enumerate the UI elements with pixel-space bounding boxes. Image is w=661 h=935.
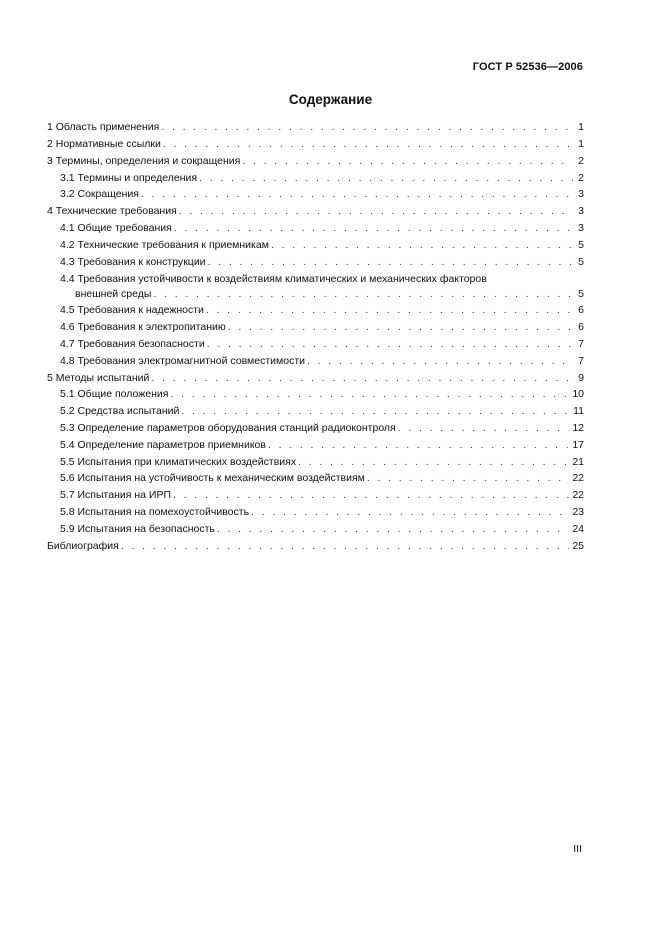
toc-entry-text: 4.8 Требования электромагнитной совместимости bbox=[60, 354, 306, 367]
toc-entry-page: 21 bbox=[572, 455, 584, 468]
toc-entry-page: 24 bbox=[572, 522, 584, 535]
toc-entry[interactable] bbox=[47, 153, 584, 170]
leader-dots bbox=[153, 287, 573, 302]
leader-dots bbox=[141, 186, 573, 203]
toc-entry[interactable] bbox=[47, 136, 584, 153]
leader-dots bbox=[298, 454, 569, 471]
toc-entry[interactable] bbox=[47, 420, 584, 437]
leader-dots bbox=[174, 220, 573, 237]
toc-entry[interactable] bbox=[47, 521, 584, 538]
leader-dots bbox=[208, 254, 573, 271]
toc-entry[interactable] bbox=[47, 386, 584, 403]
toc-entry-page: 25 bbox=[572, 539, 584, 552]
toc-entry-page: 5 bbox=[578, 238, 584, 251]
leader-dots bbox=[181, 403, 570, 420]
leader-dots bbox=[398, 420, 570, 437]
toc-entry-page: 2 bbox=[578, 171, 584, 184]
toc-entry[interactable] bbox=[47, 487, 584, 504]
toc-entry-text: 3 Термины, определения и сокращения bbox=[47, 154, 241, 167]
leader-dots bbox=[228, 319, 573, 336]
toc-entry-text: 5.1 Общие положения bbox=[60, 388, 169, 401]
leader-dots bbox=[207, 336, 573, 353]
leader-dots bbox=[170, 386, 569, 403]
toc-entry[interactable] bbox=[47, 537, 584, 554]
toc-entry-page: 5 bbox=[578, 255, 584, 268]
toc-entry-page: 12 bbox=[572, 422, 584, 435]
toc-entry-text: 4.5 Требования к надежности bbox=[60, 304, 204, 317]
toc-entry-text: 5.7 Испытания на ИРП bbox=[60, 489, 171, 502]
toc-entry-text: 1 Область применения bbox=[47, 121, 160, 134]
leader-dots bbox=[217, 521, 569, 538]
toc-entry-page: 9 bbox=[578, 371, 584, 384]
toc-entry-page: 1 bbox=[578, 121, 584, 134]
toc-entry[interactable] bbox=[47, 203, 584, 220]
toc-entry-text: 5.4 Определение параметров приемников bbox=[60, 438, 266, 451]
toc-entry-text: 5.8 Испытания на помехоустойчивость bbox=[60, 506, 250, 519]
toc-entry[interactable] bbox=[47, 169, 584, 186]
toc-entry-text: 4.6 Требования к электропитанию bbox=[60, 321, 226, 334]
leader-dots bbox=[307, 353, 573, 370]
toc-entry-text: 3.1 Термины и определения bbox=[60, 171, 198, 184]
toc-entry-page: 22 bbox=[572, 472, 584, 485]
leader-dots bbox=[367, 470, 569, 487]
leader-dots bbox=[161, 119, 573, 136]
toc-entry-page: 11 bbox=[573, 405, 584, 418]
toc-entry-text: 5.2 Средства испытаний bbox=[60, 405, 180, 418]
toc-entry-page: 7 bbox=[578, 354, 584, 367]
toc-entry-page: 23 bbox=[572, 506, 584, 519]
toc-entry[interactable] bbox=[47, 403, 584, 420]
toc-entry[interactable] bbox=[47, 453, 584, 470]
toc-entry[interactable] bbox=[47, 369, 584, 386]
leader-dots bbox=[242, 153, 573, 170]
toc-entry-page: 3 bbox=[578, 222, 584, 235]
toc-entry-text: 4 Технические требования bbox=[47, 205, 177, 218]
leader-dots bbox=[206, 302, 573, 319]
toc-entry[interactable] bbox=[47, 504, 584, 521]
toc-entry[interactable] bbox=[47, 319, 584, 336]
toc-entry[interactable] bbox=[47, 437, 584, 454]
toc-entry-text-cont: внешней среды bbox=[75, 288, 152, 301]
toc-entry-page: 17 bbox=[572, 438, 584, 451]
toc-entry-text: 4.7 Требования безопасности bbox=[60, 338, 205, 351]
toc-entry-text: 4.3 Требования к конструкции bbox=[60, 255, 206, 268]
leader-dots bbox=[163, 136, 573, 153]
document-code: ГОСТ Р 52536—2006 bbox=[472, 61, 583, 73]
toc-entry[interactable] bbox=[47, 353, 584, 370]
toc-entry-text: 5.5 Испытания при климатических воздействиях bbox=[60, 455, 297, 468]
toc-entry-page: 10 bbox=[572, 388, 584, 401]
toc-entry-page: 1 bbox=[578, 138, 584, 151]
toc-title: Содержание bbox=[288, 92, 373, 107]
leader-dots bbox=[251, 504, 569, 521]
toc-entry[interactable] bbox=[47, 470, 584, 487]
leader-dots bbox=[173, 487, 569, 504]
toc-entry-page: 3 bbox=[578, 205, 584, 218]
leader-dots bbox=[179, 203, 573, 220]
leader-dots bbox=[121, 538, 569, 555]
toc-entry-text: 4.1 Общие требования bbox=[60, 222, 172, 235]
leader-dots bbox=[151, 370, 573, 387]
toc-entry[interactable] bbox=[47, 302, 584, 319]
toc-entry-text: 5 Методы испытаний bbox=[47, 371, 150, 384]
toc-entry-page: 6 bbox=[578, 304, 584, 317]
toc-entry-text: Библиография bbox=[47, 539, 119, 552]
toc-entry-text: 5.9 Испытания на безопасность bbox=[60, 522, 215, 535]
toc-entry[interactable] bbox=[47, 253, 584, 270]
toc-entry-page: 3 bbox=[578, 188, 584, 201]
toc-entry-page: 2 bbox=[578, 154, 584, 167]
table-of-contents bbox=[47, 119, 584, 554]
toc-entry[interactable] bbox=[47, 270, 584, 302]
toc-entry[interactable] bbox=[47, 119, 584, 136]
toc-entry[interactable] bbox=[47, 336, 584, 353]
toc-entry[interactable] bbox=[47, 220, 584, 237]
toc-entry-page: 5 bbox=[578, 288, 584, 301]
toc-entry-text: 5.3 Определение параметров оборудования станций радиоконтроля bbox=[60, 422, 396, 435]
toc-entry-text: 5.6 Испытания на устойчивость к механическим воздействиям bbox=[60, 472, 365, 485]
leader-dots bbox=[268, 437, 569, 454]
toc-entry-text: 2 Нормативные ссылки bbox=[47, 138, 161, 151]
leader-dots bbox=[271, 237, 573, 254]
toc-entry[interactable] bbox=[47, 237, 584, 254]
page-number: III bbox=[573, 843, 582, 855]
toc-entry-text: 4.2 Технические требования к приемникам bbox=[60, 238, 269, 251]
toc-entry-page: 22 bbox=[572, 489, 584, 502]
toc-entry[interactable] bbox=[47, 186, 584, 203]
leader-dots bbox=[199, 170, 573, 187]
toc-entry-page: 7 bbox=[578, 338, 584, 351]
toc-entry-text: 3.2 Сокращения bbox=[60, 188, 139, 201]
toc-entry-page: 6 bbox=[578, 321, 584, 334]
toc-entry-text: 4.4 Требования устойчивости к воздействиям климатических и механических факторов bbox=[60, 273, 487, 286]
